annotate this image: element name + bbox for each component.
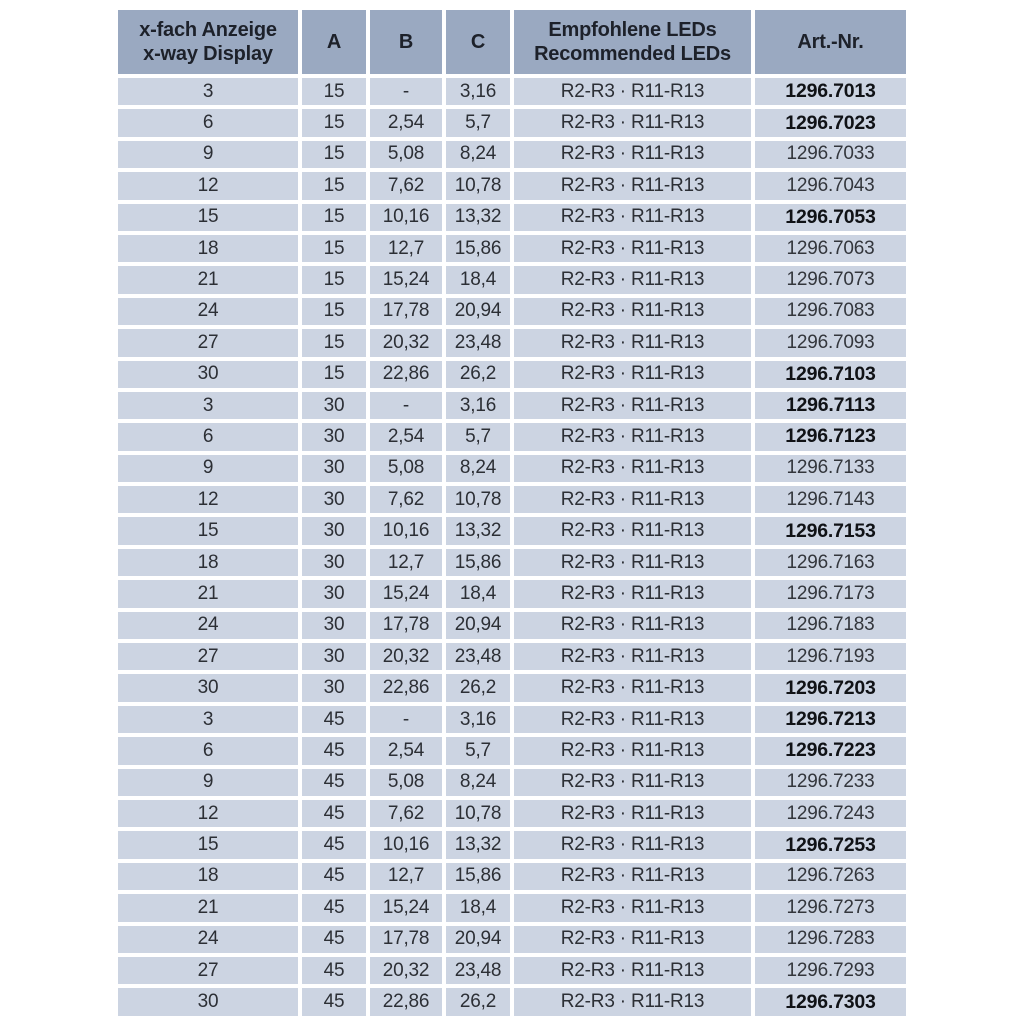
- cell-art: 1296.7303: [755, 988, 906, 1015]
- table-row: [118, 926, 906, 953]
- table-row: [118, 298, 906, 325]
- cell-c: 3,16: [446, 392, 510, 419]
- cell-display: 24: [118, 926, 298, 953]
- col-header-leds-line1: Empfohlene LEDs: [548, 18, 717, 41]
- cell-b: 22,86: [370, 988, 442, 1015]
- cell-a: 30: [302, 517, 366, 544]
- cell-leds: R2-R3 · R11-R13: [514, 235, 751, 262]
- col-header-a: A: [302, 10, 366, 74]
- cell-leds: R2-R3 · R11-R13: [514, 612, 751, 639]
- cell-a: 45: [302, 800, 366, 827]
- cell-a: 45: [302, 706, 366, 733]
- cell-display: 3: [118, 392, 298, 419]
- cell-leds: R2-R3 · R11-R13: [514, 392, 751, 419]
- cell-b: 5,08: [370, 141, 442, 168]
- cell-b: 2,54: [370, 423, 442, 450]
- cell-a: 45: [302, 769, 366, 796]
- cell-a: 15: [302, 298, 366, 325]
- table-row: [118, 361, 906, 388]
- cell-b: 2,54: [370, 109, 442, 136]
- cell-b: 10,16: [370, 517, 442, 544]
- table-row: [118, 517, 906, 544]
- header-row: [118, 10, 906, 74]
- cell-a: 45: [302, 926, 366, 953]
- cell-a: 45: [302, 737, 366, 764]
- col-header-c: C: [446, 10, 510, 74]
- cell-display: 12: [118, 172, 298, 199]
- cell-leds: R2-R3 · R11-R13: [514, 329, 751, 356]
- cell-leds: R2-R3 · R11-R13: [514, 517, 751, 544]
- cell-a: 45: [302, 863, 366, 890]
- cell-c: 10,78: [446, 172, 510, 199]
- cell-b: 17,78: [370, 926, 442, 953]
- cell-display: 15: [118, 517, 298, 544]
- cell-display: 27: [118, 329, 298, 356]
- cell-art: 1296.7143: [755, 486, 906, 513]
- cell-c: 20,94: [446, 926, 510, 953]
- cell-leds: R2-R3 · R11-R13: [514, 204, 751, 231]
- cell-leds: R2-R3 · R11-R13: [514, 580, 751, 607]
- cell-a: 30: [302, 392, 366, 419]
- table-row: [118, 392, 906, 419]
- cell-art: 1296.7033: [755, 141, 906, 168]
- cell-leds: R2-R3 · R11-R13: [514, 988, 751, 1015]
- cell-art: 1296.7063: [755, 235, 906, 262]
- cell-leds: R2-R3 · R11-R13: [514, 643, 751, 670]
- table-row: [118, 831, 906, 858]
- table-row: [118, 172, 906, 199]
- cell-art: 1296.7263: [755, 863, 906, 890]
- col-header-leds-line2: Recommended LEDs: [534, 43, 731, 65]
- cell-c: 20,94: [446, 612, 510, 639]
- cell-art: 1296.7043: [755, 172, 906, 199]
- cell-c: 13,32: [446, 831, 510, 858]
- cell-a: 30: [302, 612, 366, 639]
- col-header-display-line1: x-fach Anzeige: [139, 18, 277, 41]
- table-row: [118, 235, 906, 262]
- cell-display: 6: [118, 423, 298, 450]
- cell-leds: R2-R3 · R11-R13: [514, 926, 751, 953]
- cell-leds: R2-R3 · R11-R13: [514, 266, 751, 293]
- table-row: [118, 486, 906, 513]
- cell-art: 1296.7193: [755, 643, 906, 670]
- cell-b: 15,24: [370, 266, 442, 293]
- table-row: [118, 266, 906, 293]
- cell-display: 9: [118, 769, 298, 796]
- cell-a: 45: [302, 831, 366, 858]
- cell-c: 23,48: [446, 643, 510, 670]
- cell-display: 21: [118, 894, 298, 921]
- cell-display: 15: [118, 204, 298, 231]
- cell-art: 1296.7183: [755, 612, 906, 639]
- cell-b: 22,86: [370, 674, 442, 701]
- cell-art: 1296.7093: [755, 329, 906, 356]
- cell-c: 23,48: [446, 957, 510, 984]
- cell-leds: R2-R3 · R11-R13: [514, 800, 751, 827]
- cell-a: 45: [302, 957, 366, 984]
- cell-art: 1296.7213: [755, 706, 906, 733]
- table-row: [118, 141, 906, 168]
- table-row: [118, 612, 906, 639]
- cell-leds: R2-R3 · R11-R13: [514, 109, 751, 136]
- cell-display: 12: [118, 800, 298, 827]
- cell-art: 1296.7203: [755, 674, 906, 701]
- cell-a: 30: [302, 486, 366, 513]
- table-row: [118, 455, 906, 482]
- cell-a: 15: [302, 172, 366, 199]
- cell-c: 10,78: [446, 800, 510, 827]
- cell-a: 15: [302, 266, 366, 293]
- table-row: [118, 109, 906, 136]
- cell-art: 1296.7103: [755, 361, 906, 388]
- cell-c: 10,78: [446, 486, 510, 513]
- table-body: [118, 78, 906, 1016]
- cell-art: 1296.7113: [755, 392, 906, 419]
- cell-art: 1296.7233: [755, 769, 906, 796]
- cell-leds: R2-R3 · R11-R13: [514, 172, 751, 199]
- cell-art: 1296.7153: [755, 517, 906, 544]
- table-row: [118, 329, 906, 356]
- cell-b: -: [370, 78, 442, 105]
- cell-a: 30: [302, 455, 366, 482]
- cell-display: 21: [118, 266, 298, 293]
- cell-display: 18: [118, 549, 298, 576]
- cell-b: -: [370, 392, 442, 419]
- cell-display: 12: [118, 486, 298, 513]
- table-row: [118, 549, 906, 576]
- table-row: [118, 737, 906, 764]
- cell-display: 24: [118, 298, 298, 325]
- cell-b: 5,08: [370, 455, 442, 482]
- cell-leds: R2-R3 · R11-R13: [514, 831, 751, 858]
- cell-c: 8,24: [446, 455, 510, 482]
- table-row: [118, 863, 906, 890]
- cell-display: 3: [118, 78, 298, 105]
- cell-leds: R2-R3 · R11-R13: [514, 141, 751, 168]
- table-row: [118, 800, 906, 827]
- cell-art: 1296.7223: [755, 737, 906, 764]
- cell-leds: R2-R3 · R11-R13: [514, 674, 751, 701]
- cell-c: 15,86: [446, 549, 510, 576]
- cell-b: 10,16: [370, 204, 442, 231]
- table-row: [118, 580, 906, 607]
- table-row: [118, 957, 906, 984]
- table-row: [118, 423, 906, 450]
- cell-display: 6: [118, 109, 298, 136]
- cell-c: 3,16: [446, 706, 510, 733]
- cell-b: 2,54: [370, 737, 442, 764]
- cell-leds: R2-R3 · R11-R13: [514, 549, 751, 576]
- cell-c: 15,86: [446, 235, 510, 262]
- cell-display: 9: [118, 141, 298, 168]
- cell-b: 10,16: [370, 831, 442, 858]
- table-row: [118, 204, 906, 231]
- cell-b: 5,08: [370, 769, 442, 796]
- cell-display: 30: [118, 361, 298, 388]
- cell-a: 15: [302, 141, 366, 168]
- cell-display: 24: [118, 612, 298, 639]
- cell-b: 20,32: [370, 957, 442, 984]
- cell-a: 30: [302, 643, 366, 670]
- cell-b: 17,78: [370, 298, 442, 325]
- cell-leds: R2-R3 · R11-R13: [514, 863, 751, 890]
- cell-c: 15,86: [446, 863, 510, 890]
- cell-c: 13,32: [446, 204, 510, 231]
- cell-c: 8,24: [446, 769, 510, 796]
- led-spec-table: [114, 6, 910, 1020]
- cell-art: 1296.7273: [755, 894, 906, 921]
- cell-b: 12,7: [370, 863, 442, 890]
- cell-leds: R2-R3 · R11-R13: [514, 423, 751, 450]
- cell-leds: R2-R3 · R11-R13: [514, 486, 751, 513]
- table-row: [118, 78, 906, 105]
- cell-b: 15,24: [370, 894, 442, 921]
- cell-b: 22,86: [370, 361, 442, 388]
- cell-c: 26,2: [446, 361, 510, 388]
- cell-c: 8,24: [446, 141, 510, 168]
- col-header-leds: [514, 10, 751, 74]
- cell-display: 30: [118, 988, 298, 1015]
- cell-c: 5,7: [446, 423, 510, 450]
- cell-display: 21: [118, 580, 298, 607]
- cell-art: 1296.7253: [755, 831, 906, 858]
- cell-display: 3: [118, 706, 298, 733]
- cell-c: 18,4: [446, 894, 510, 921]
- cell-display: 30: [118, 674, 298, 701]
- table-row: [118, 674, 906, 701]
- cell-display: 27: [118, 957, 298, 984]
- cell-c: 26,2: [446, 674, 510, 701]
- cell-a: 15: [302, 109, 366, 136]
- cell-c: 3,16: [446, 78, 510, 105]
- table-header: [118, 10, 906, 74]
- cell-art: 1296.7283: [755, 926, 906, 953]
- cell-display: 27: [118, 643, 298, 670]
- cell-leds: R2-R3 · R11-R13: [514, 78, 751, 105]
- cell-b: 12,7: [370, 235, 442, 262]
- cell-display: 6: [118, 737, 298, 764]
- cell-b: 20,32: [370, 643, 442, 670]
- cell-a: 15: [302, 204, 366, 231]
- cell-b: 17,78: [370, 612, 442, 639]
- cell-leds: R2-R3 · R11-R13: [514, 361, 751, 388]
- cell-leds: R2-R3 · R11-R13: [514, 706, 751, 733]
- table-row: [118, 769, 906, 796]
- cell-c: 18,4: [446, 266, 510, 293]
- col-header-display-line2: x-way Display: [143, 43, 273, 65]
- table-row: [118, 988, 906, 1015]
- cell-b: 7,62: [370, 172, 442, 199]
- col-header-display: [118, 10, 298, 74]
- cell-display: 9: [118, 455, 298, 482]
- cell-c: 26,2: [446, 988, 510, 1015]
- cell-leds: R2-R3 · R11-R13: [514, 298, 751, 325]
- cell-art: 1296.7023: [755, 109, 906, 136]
- cell-leds: R2-R3 · R11-R13: [514, 455, 751, 482]
- cell-a: 45: [302, 988, 366, 1015]
- cell-leds: R2-R3 · R11-R13: [514, 957, 751, 984]
- cell-a: 15: [302, 329, 366, 356]
- cell-b: 7,62: [370, 486, 442, 513]
- cell-display: 18: [118, 863, 298, 890]
- cell-leds: R2-R3 · R11-R13: [514, 737, 751, 764]
- cell-a: 15: [302, 235, 366, 262]
- table-row: [118, 706, 906, 733]
- cell-art: 1296.7073: [755, 266, 906, 293]
- cell-art: 1296.7173: [755, 580, 906, 607]
- cell-display: 18: [118, 235, 298, 262]
- cell-art: 1296.7013: [755, 78, 906, 105]
- cell-b: 20,32: [370, 329, 442, 356]
- cell-a: 30: [302, 549, 366, 576]
- cell-c: 23,48: [446, 329, 510, 356]
- cell-a: 45: [302, 894, 366, 921]
- cell-b: 7,62: [370, 800, 442, 827]
- cell-a: 15: [302, 361, 366, 388]
- cell-art: 1296.7123: [755, 423, 906, 450]
- cell-art: 1296.7163: [755, 549, 906, 576]
- cell-c: 20,94: [446, 298, 510, 325]
- cell-a: 30: [302, 580, 366, 607]
- cell-c: 18,4: [446, 580, 510, 607]
- cell-art: 1296.7053: [755, 204, 906, 231]
- cell-leds: R2-R3 · R11-R13: [514, 769, 751, 796]
- cell-art: 1296.7293: [755, 957, 906, 984]
- cell-b: -: [370, 706, 442, 733]
- cell-b: 15,24: [370, 580, 442, 607]
- cell-c: 5,7: [446, 737, 510, 764]
- cell-c: 13,32: [446, 517, 510, 544]
- cell-b: 12,7: [370, 549, 442, 576]
- table-row: [118, 894, 906, 921]
- col-header-b: B: [370, 10, 442, 74]
- cell-leds: R2-R3 · R11-R13: [514, 894, 751, 921]
- cell-c: 5,7: [446, 109, 510, 136]
- cell-art: 1296.7133: [755, 455, 906, 482]
- cell-art: 1296.7243: [755, 800, 906, 827]
- cell-a: 30: [302, 423, 366, 450]
- col-header-art: Art.-Nr.: [755, 10, 906, 74]
- cell-art: 1296.7083: [755, 298, 906, 325]
- cell-a: 30: [302, 674, 366, 701]
- table-row: [118, 643, 906, 670]
- cell-a: 15: [302, 78, 366, 105]
- cell-display: 15: [118, 831, 298, 858]
